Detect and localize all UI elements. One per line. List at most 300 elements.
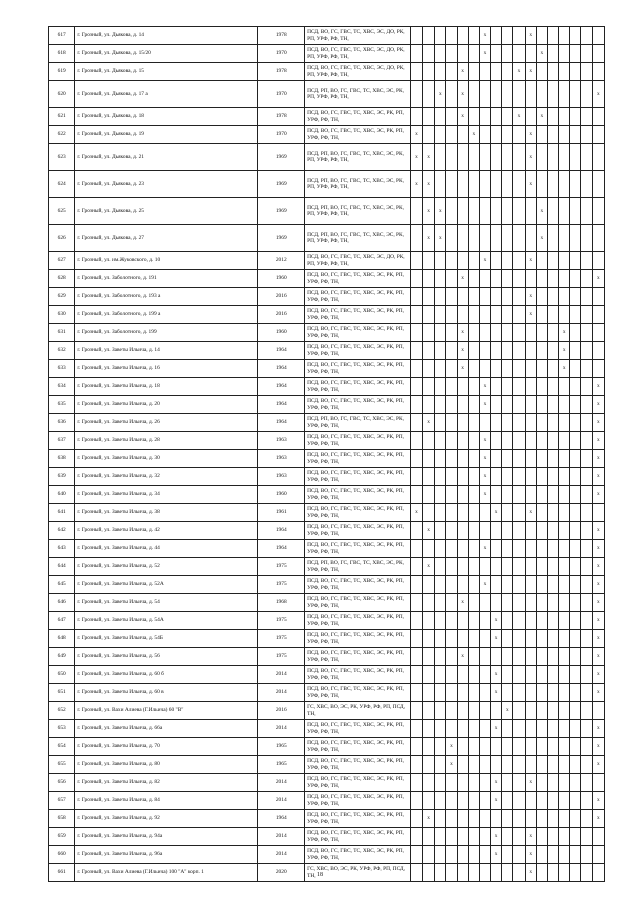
mark-cell: x <box>479 450 490 468</box>
row-number: 660 <box>49 846 75 864</box>
address-cell: г. Грозный, ул. Заветы Ильича, д. 60 б <box>75 666 258 684</box>
table-row <box>49 306 605 324</box>
mark-cell <box>468 144 479 171</box>
mark-cell <box>547 432 558 450</box>
mark-cell <box>435 468 446 486</box>
works-list-cell: ПСД, ВО, ГС, ГВС, ТС, ХВС, ЭС, РК, РП, УРФ, РФ, ТН, <box>305 792 411 810</box>
address-cell: г. Грозный, ул. Заветы Ильича, д. 92 <box>75 810 258 828</box>
mark-cell <box>525 468 536 486</box>
mark-cell <box>513 702 525 720</box>
mark-cell <box>570 63 581 81</box>
mark-cell <box>513 225 525 252</box>
mark-cell <box>559 702 570 720</box>
table-row <box>49 774 605 792</box>
mark-cell <box>536 594 547 612</box>
mark-cell <box>468 288 479 306</box>
mark-cell <box>513 414 525 432</box>
mark-cell <box>502 378 513 396</box>
mark-cell <box>423 630 435 648</box>
table-row <box>49 630 605 648</box>
mark-cell <box>570 666 581 684</box>
mark-cell <box>581 171 592 198</box>
mark-cell <box>479 198 490 225</box>
table-row <box>49 342 605 360</box>
table-row <box>49 558 605 576</box>
mark-cell <box>502 198 513 225</box>
mark-cell: x <box>525 171 536 198</box>
mark-cell <box>536 702 547 720</box>
mark-cell <box>547 630 558 648</box>
mark-cell: x <box>479 396 490 414</box>
mark-cell <box>423 666 435 684</box>
mark-cell <box>457 198 468 225</box>
mark-cell <box>536 432 547 450</box>
table-row <box>49 450 605 468</box>
mark-cell <box>525 576 536 594</box>
works-list-cell: ПСД, ВО, ГС, ГВС, ТС, ХВС, ЭС, РК, РП, УРФ, РФ, ТН, <box>305 522 411 540</box>
mark-cell <box>570 450 581 468</box>
mark-cell <box>435 126 446 144</box>
works-list-cell: ПСД, ВО, ГС, ГВС, ТС, ХВС, ЭС, РК, РП, УРФ, РФ, ТН, <box>305 486 411 504</box>
mark-cell <box>423 306 435 324</box>
mark-cell <box>559 63 570 81</box>
mark-cell <box>581 540 592 558</box>
mark-cell: x <box>410 171 422 198</box>
row-number: 620 <box>49 81 75 108</box>
mark-cell <box>410 684 422 702</box>
mark-cell <box>491 27 502 45</box>
mark-cell: x <box>435 225 446 252</box>
mark-cell <box>559 396 570 414</box>
mark-cell <box>435 792 446 810</box>
row-number: 621 <box>49 108 75 126</box>
mark-cell <box>570 81 581 108</box>
address-cell: г. Грозный, ул. Заветы Ильича, д. 52 <box>75 558 258 576</box>
mark-cell <box>559 594 570 612</box>
mark-cell <box>502 450 513 468</box>
row-number: 650 <box>49 666 75 684</box>
mark-cell <box>536 558 547 576</box>
mark-cell <box>547 792 558 810</box>
mark-cell: x <box>457 108 468 126</box>
mark-cell <box>435 45 446 63</box>
mark-cell <box>435 648 446 666</box>
mark-cell <box>547 171 558 198</box>
mark-cell <box>581 396 592 414</box>
mark-cell <box>592 360 604 378</box>
mark-cell <box>468 558 479 576</box>
table-row <box>49 324 605 342</box>
mark-cell <box>468 171 479 198</box>
works-list-cell: ПСД, ВО, ГС, ГВС, ТС, ХВС, ЭС, РК, РП, УРФ, РФ, ТН, <box>305 396 411 414</box>
year-cell: 1964 <box>258 414 305 432</box>
mark-cell <box>468 612 479 630</box>
mark-cell <box>559 846 570 864</box>
mark-cell <box>513 666 525 684</box>
table-row <box>49 504 605 522</box>
mark-cell <box>446 414 457 432</box>
mark-cell <box>446 108 457 126</box>
mark-cell <box>410 396 422 414</box>
mark-cell <box>457 306 468 324</box>
mark-cell <box>457 288 468 306</box>
mark-cell <box>581 270 592 288</box>
mark-cell: x <box>525 252 536 270</box>
works-list-cell: ПСД, ВО, ГС, ГВС, ТС, ХВС, ЭС, РК, РП, УРФ, РФ, ТН, <box>305 738 411 756</box>
mark-cell <box>423 288 435 306</box>
mark-cell <box>547 306 558 324</box>
mark-cell <box>446 576 457 594</box>
mark-cell <box>457 738 468 756</box>
mark-cell: x <box>513 108 525 126</box>
mark-cell <box>513 504 525 522</box>
address-cell: г. Грозный, ул. Заветы Ильича, д. 30 <box>75 450 258 468</box>
works-list-cell: ПСД, ВО, ГС, ГВС, ТС, ХВС, ЭС, РК, РП, УРФ, РФ, ТН, <box>305 666 411 684</box>
mark-cell <box>502 504 513 522</box>
mark-cell <box>446 252 457 270</box>
mark-cell <box>457 684 468 702</box>
mark-cell <box>435 738 446 756</box>
mark-cell <box>547 666 558 684</box>
address-cell: г. Грозный, ул. Заветы Ильича, д. 28 <box>75 432 258 450</box>
mark-cell <box>536 171 547 198</box>
mark-cell <box>592 846 604 864</box>
address-cell: г. Грозный, ул. Заветы Ильича, д. 56 <box>75 648 258 666</box>
mark-cell <box>479 171 490 198</box>
year-cell: 1968 <box>258 594 305 612</box>
mark-cell <box>559 828 570 846</box>
year-cell: 1969 <box>258 225 305 252</box>
mark-cell <box>525 630 536 648</box>
mark-cell <box>536 414 547 432</box>
mark-cell: x <box>479 378 490 396</box>
mark-cell <box>525 198 536 225</box>
row-number: 619 <box>49 63 75 81</box>
mark-cell <box>581 252 592 270</box>
table-row <box>49 63 605 81</box>
mark-cell <box>559 792 570 810</box>
mark-cell <box>536 504 547 522</box>
mark-cell <box>446 792 457 810</box>
mark-cell: x <box>592 810 604 828</box>
mark-cell <box>547 522 558 540</box>
works-list-cell: ПСД, ВО, ГС, ГВС, ТС, ХВС, ЭС, РК, РП, УРФ, РФ, ТН, <box>305 594 411 612</box>
mark-cell <box>479 792 490 810</box>
mark-cell <box>435 684 446 702</box>
row-number: 659 <box>49 828 75 846</box>
mark-cell <box>513 612 525 630</box>
mark-cell <box>423 756 435 774</box>
mark-cell <box>446 288 457 306</box>
mark-cell <box>570 522 581 540</box>
row-number: 647 <box>49 612 75 630</box>
mark-cell <box>410 252 422 270</box>
table-row <box>49 612 605 630</box>
mark-cell <box>513 684 525 702</box>
works-list-cell: ПСД, ВО, ГС, ГВС, ТС, ХВС, ЭС, РК, РП, УРФ, РФ, ТН, <box>305 576 411 594</box>
mark-cell <box>435 702 446 720</box>
mark-cell <box>491 450 502 468</box>
mark-cell <box>547 846 558 864</box>
mark-cell <box>491 108 502 126</box>
mark-cell <box>457 378 468 396</box>
mark-cell: x <box>491 846 502 864</box>
mark-cell <box>513 594 525 612</box>
mark-cell <box>502 63 513 81</box>
mark-cell <box>479 144 490 171</box>
address-cell: г. Грозный, ул. Заветы Ильича, д. 82 <box>75 774 258 792</box>
mark-cell <box>536 360 547 378</box>
year-cell: 2016 <box>258 288 305 306</box>
mark-cell <box>468 648 479 666</box>
works-list-cell: ПСД, ВО, ГС, ГВС, ТС, ХВС, ЭС, РК, РП, УРФ, РФ, ТН, <box>305 108 411 126</box>
mark-cell <box>410 450 422 468</box>
mark-cell <box>410 648 422 666</box>
mark-cell <box>525 522 536 540</box>
works-list-cell: ПСД, ВО, ГС, ГВС, ТС, ХВС, ЭС, РК, РП, УРФ, РФ, ТН, <box>305 324 411 342</box>
table-row <box>49 738 605 756</box>
mark-cell <box>468 810 479 828</box>
mark-cell <box>525 738 536 756</box>
mark-cell <box>513 630 525 648</box>
mark-cell <box>525 810 536 828</box>
mark-cell <box>479 666 490 684</box>
mark-cell <box>570 504 581 522</box>
mark-cell <box>525 270 536 288</box>
mark-cell <box>468 450 479 468</box>
address-cell: г. Грозный, ул. Дьякова, д. 25 <box>75 198 258 225</box>
mark-cell <box>536 144 547 171</box>
row-number: 624 <box>49 171 75 198</box>
mark-cell <box>559 540 570 558</box>
row-number: 657 <box>49 792 75 810</box>
year-cell: 2016 <box>258 306 305 324</box>
mark-cell <box>446 144 457 171</box>
mark-cell <box>435 63 446 81</box>
mark-cell: x <box>502 702 513 720</box>
row-number: 645 <box>49 576 75 594</box>
row-number: 636 <box>49 414 75 432</box>
mark-cell <box>559 666 570 684</box>
mark-cell <box>468 225 479 252</box>
mark-cell <box>491 522 502 540</box>
mark-cell <box>468 45 479 63</box>
mark-cell <box>457 27 468 45</box>
mark-cell <box>423 828 435 846</box>
mark-cell <box>559 252 570 270</box>
table-body <box>49 27 605 882</box>
mark-cell <box>547 225 558 252</box>
mark-cell <box>479 828 490 846</box>
mark-cell <box>479 342 490 360</box>
mark-cell: x <box>525 846 536 864</box>
mark-cell <box>457 396 468 414</box>
mark-cell <box>435 756 446 774</box>
mark-cell <box>581 306 592 324</box>
mark-cell <box>457 540 468 558</box>
mark-cell: x <box>592 630 604 648</box>
mark-cell <box>525 558 536 576</box>
mark-cell <box>468 720 479 738</box>
mark-cell <box>570 558 581 576</box>
mark-cell: x <box>592 468 604 486</box>
mark-cell <box>592 342 604 360</box>
mark-cell <box>581 198 592 225</box>
mark-cell <box>559 522 570 540</box>
table-row <box>49 252 605 270</box>
mark-cell <box>410 522 422 540</box>
works-list-cell: ПСД, ВО, ГС, ГВС, ТС, ХВС, ЭС, ДО, РК, РП, УРФ, РФ, ТН, <box>305 252 411 270</box>
mark-cell <box>468 504 479 522</box>
mark-cell: x <box>525 27 536 45</box>
mark-cell <box>446 342 457 360</box>
mark-cell <box>468 432 479 450</box>
mark-cell: x <box>559 360 570 378</box>
row-number: 638 <box>49 450 75 468</box>
mark-cell <box>423 378 435 396</box>
address-cell: г. Грозный, ул. Заветы Ильича, д. 80 <box>75 756 258 774</box>
works-list-cell: ПСД, ВО, ГС, ГВС, ТС, ХВС, ЭС, РК, РП, УРФ, РФ, ТН, <box>305 756 411 774</box>
row-number: 630 <box>49 306 75 324</box>
address-cell: г. Грозный, ул. Дьякова, д. 23 <box>75 171 258 198</box>
mark-cell <box>536 666 547 684</box>
mark-cell <box>468 414 479 432</box>
year-cell: 1963 <box>258 450 305 468</box>
mark-cell <box>410 702 422 720</box>
address-cell: г. Грозный, ул. Заветы Ильича, д. 42 <box>75 522 258 540</box>
mark-cell <box>525 792 536 810</box>
mark-cell <box>547 450 558 468</box>
year-cell: 2014 <box>258 792 305 810</box>
mark-cell <box>502 540 513 558</box>
mark-cell <box>513 171 525 198</box>
year-cell: 1960 <box>258 270 305 288</box>
row-number: 643 <box>49 540 75 558</box>
mark-cell <box>410 738 422 756</box>
mark-cell <box>547 594 558 612</box>
mark-cell <box>581 144 592 171</box>
mark-cell <box>525 756 536 774</box>
mark-cell <box>457 774 468 792</box>
mark-cell <box>581 81 592 108</box>
mark-cell <box>502 666 513 684</box>
year-cell: 1964 <box>258 378 305 396</box>
address-cell: г. Грозный, ул. Заветы Ильича, д. 54Б <box>75 630 258 648</box>
mark-cell <box>491 81 502 108</box>
mark-cell: x <box>423 171 435 198</box>
mark-cell <box>468 342 479 360</box>
mark-cell <box>536 756 547 774</box>
table-row <box>49 414 605 432</box>
mark-cell <box>446 702 457 720</box>
mark-cell <box>581 774 592 792</box>
table-row <box>49 198 605 225</box>
mark-cell <box>559 558 570 576</box>
year-cell: 2014 <box>258 774 305 792</box>
mark-cell <box>423 360 435 378</box>
mark-cell <box>446 594 457 612</box>
mark-cell <box>423 108 435 126</box>
address-cell: г. Грозный, ул. Заболотного, д. 191 <box>75 270 258 288</box>
mark-cell: x <box>592 522 604 540</box>
year-cell: 1975 <box>258 630 305 648</box>
mark-cell <box>479 306 490 324</box>
mark-cell: x <box>410 144 422 171</box>
mark-cell <box>479 648 490 666</box>
mark-cell <box>559 738 570 756</box>
year-cell: 1969 <box>258 171 305 198</box>
mark-cell <box>491 486 502 504</box>
year-cell: 2014 <box>258 720 305 738</box>
mark-cell <box>435 171 446 198</box>
mark-cell: x <box>468 126 479 144</box>
year-cell: 1961 <box>258 504 305 522</box>
mark-cell <box>581 324 592 342</box>
mark-cell <box>502 558 513 576</box>
mark-cell <box>446 432 457 450</box>
mark-cell <box>423 612 435 630</box>
mark-cell <box>547 738 558 756</box>
mark-cell: x <box>592 648 604 666</box>
mark-cell <box>536 612 547 630</box>
mark-cell <box>502 828 513 846</box>
year-cell: 1978 <box>258 108 305 126</box>
mark-cell <box>547 558 558 576</box>
mark-cell <box>410 108 422 126</box>
mark-cell <box>446 630 457 648</box>
mark-cell <box>536 126 547 144</box>
table-row <box>49 396 605 414</box>
mark-cell <box>513 27 525 45</box>
mark-cell <box>446 810 457 828</box>
mark-cell: x <box>491 774 502 792</box>
address-cell: г. Грозный, ул. Заветы Ильича, д. 66а <box>75 720 258 738</box>
mark-cell <box>446 306 457 324</box>
mark-cell <box>468 270 479 288</box>
mark-cell <box>435 504 446 522</box>
table-row <box>49 666 605 684</box>
mark-cell <box>570 342 581 360</box>
mark-cell <box>513 45 525 63</box>
mark-cell <box>592 828 604 846</box>
mark-cell <box>525 540 536 558</box>
mark-cell: x <box>592 414 604 432</box>
mark-cell <box>479 324 490 342</box>
works-list-cell: ПСД, РП, ВО, ГС, ГВС, ТС, ХВС, ЭС, РК, УРФ, РФ, ТН, <box>305 414 411 432</box>
mark-cell <box>423 126 435 144</box>
mark-cell <box>502 126 513 144</box>
address-cell: г. Грозный, ул. Заветы Ильича, д. 34 <box>75 486 258 504</box>
mark-cell <box>457 846 468 864</box>
mark-cell <box>491 468 502 486</box>
address-cell: г. Грозный, ул. Заболотного, д. 199 а <box>75 306 258 324</box>
mark-cell: x <box>592 540 604 558</box>
mark-cell <box>423 252 435 270</box>
mark-cell <box>502 144 513 171</box>
year-cell: 1964 <box>258 396 305 414</box>
mark-cell <box>581 666 592 684</box>
mark-cell <box>525 612 536 630</box>
mark-cell: x <box>457 270 468 288</box>
mark-cell <box>435 432 446 450</box>
mark-cell <box>559 108 570 126</box>
mark-cell: x <box>592 432 604 450</box>
mark-cell <box>536 846 547 864</box>
mark-cell: x <box>592 396 604 414</box>
mark-cell <box>570 774 581 792</box>
mark-cell <box>491 306 502 324</box>
mark-cell <box>457 558 468 576</box>
